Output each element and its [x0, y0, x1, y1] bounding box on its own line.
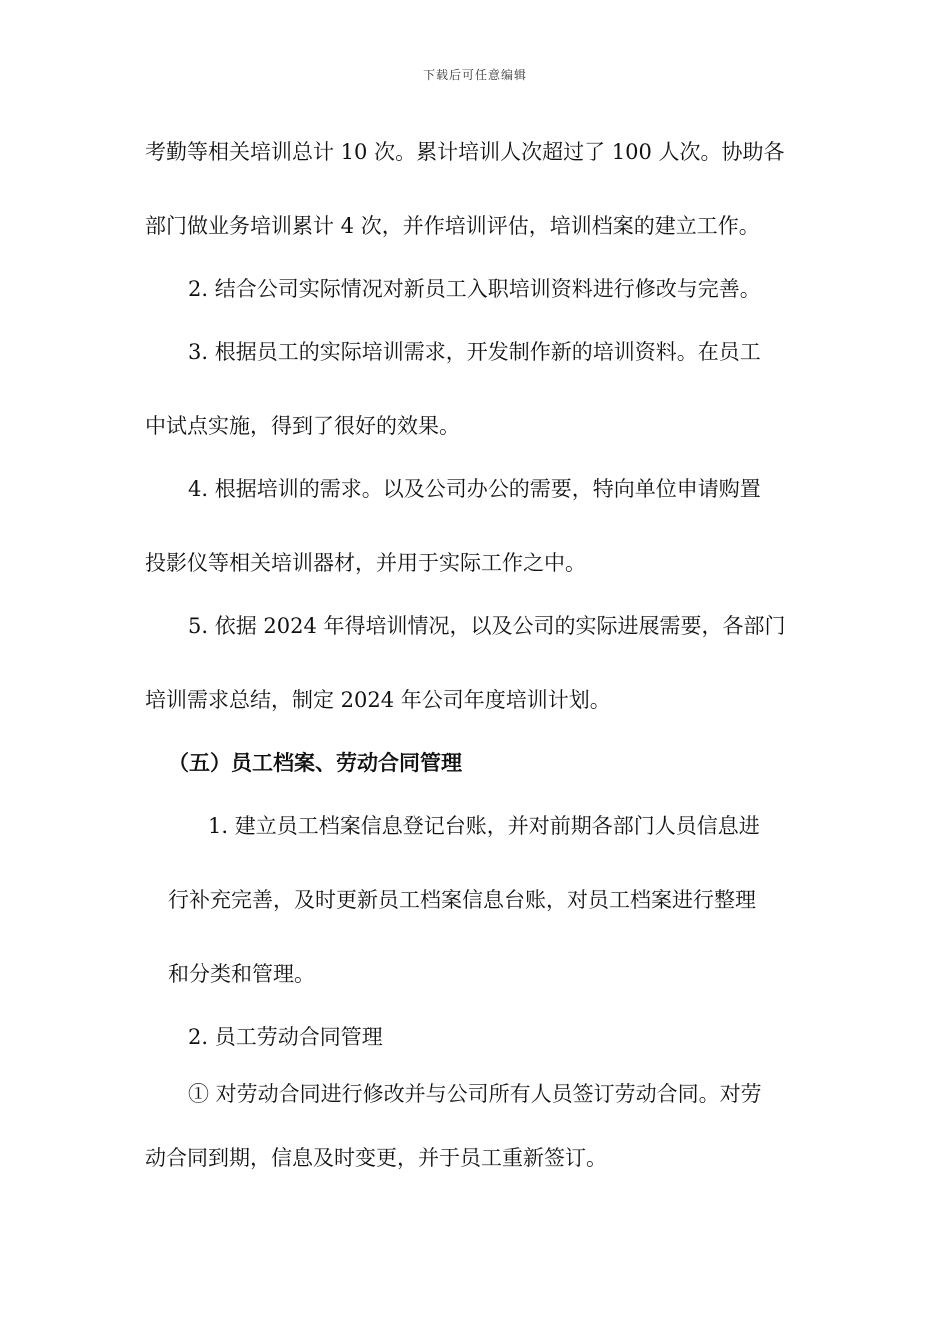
paragraph-line: 4. 根据培训的需求。以及公司办公的需要，特向单位申请购置 [188, 477, 761, 501]
paragraph-line: 1. 建立员工档案信息登记台账，并对前期各部门人员信息进 [208, 814, 760, 838]
page-header: 下载后可任意编辑 [422, 68, 527, 82]
paragraph-line: 行补充完善，及时更新员工档案信息台账，对员工档案进行整理 [168, 888, 756, 912]
paragraph-line: 2. 结合公司实际情况对新员工入职培训资料进行修改与完善。 [188, 277, 761, 301]
paragraph-line: 和分类和管理。 [168, 962, 315, 986]
paragraph-line: 5. 依据 2024 年得培训情况，以及公司的实际进展需要，各部门 [188, 614, 786, 638]
paragraph-line: 部门做业务培训累计 4 次，并作培训评估，培训档案的建立工作。 [145, 214, 760, 238]
paragraph-line: 考勤等相关培训总计 10 次。累计培训人次超过了 100 人次。协助各 [145, 140, 785, 164]
paragraph-line: 培训需求总结，制定 2024 年公司年度培训计划。 [145, 688, 611, 712]
paragraph-line: 中试点实施，得到了很好的效果。 [145, 414, 460, 438]
section-heading: （五）员工档案、劳动合同管理 [168, 750, 462, 775]
paragraph-line: 动合同到期，信息及时变更，并于员工重新签订。 [145, 1146, 607, 1170]
paragraph-line: ① 对劳动合同进行修改并与公司所有人员签订劳动合同。对劳 [188, 1082, 762, 1106]
paragraph-line: 2. 员工劳动合同管理 [188, 1025, 383, 1049]
paragraph-line: 投影仪等相关培训器材，并用于实际工作之中。 [145, 551, 586, 575]
paragraph-line: 3. 根据员工的实际培训需求，开发制作新的培训资料。在员工 [188, 340, 761, 364]
